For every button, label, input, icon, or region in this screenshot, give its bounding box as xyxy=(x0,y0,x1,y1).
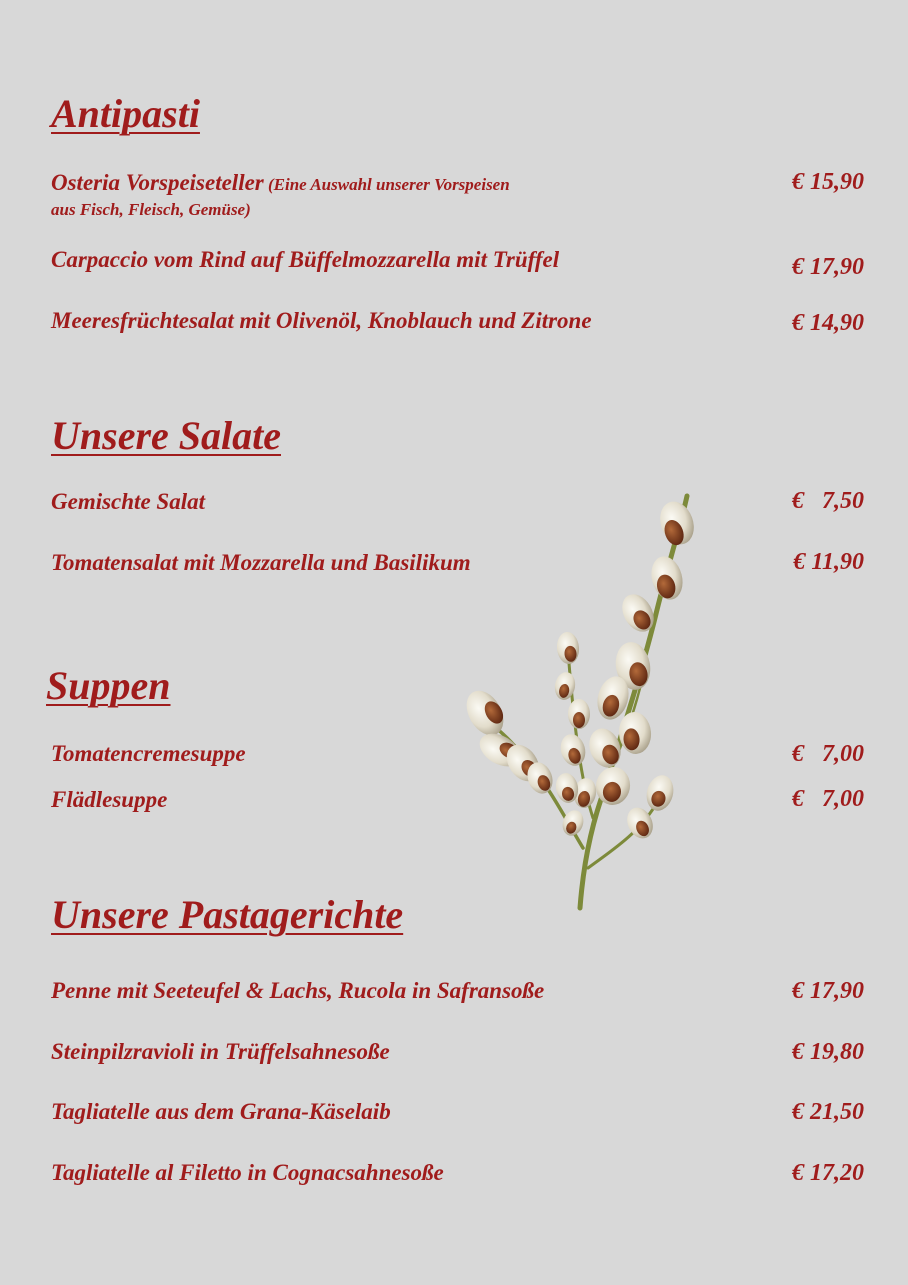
menu-item-price: € 15,90 xyxy=(792,169,864,195)
menu-item-name: Meeresfrüchtesalat mit Olivenöl, Knoblauch und Zitrone xyxy=(51,308,592,333)
menu-item-name: Penne mit Seeteufel & Lachs, Rucola in Safransoße xyxy=(51,978,545,1003)
section-heading-pasta: Unsere Pastagerichte xyxy=(51,892,404,937)
menu-item-price: € 7,00 xyxy=(792,741,864,767)
section-heading-salate: Unsere Salate xyxy=(51,413,281,458)
menu-item-price: € 21,50 xyxy=(792,1099,864,1125)
menu-item-name: Flädlesuppe xyxy=(51,787,168,812)
menu-item-name: Tagliatelle al Filetto in Cognacsahnesoße xyxy=(51,1160,444,1185)
menu-item-price: € 7,50 xyxy=(792,488,864,514)
menu-item-name: Gemischte Salat xyxy=(51,489,205,514)
menu-item-name xyxy=(51,169,510,199)
menu-item-name: Tomatencremesuppe xyxy=(51,741,246,766)
menu-item-price: € 19,80 xyxy=(792,1039,864,1065)
menu-item-title: Osteria Vorspeiseteller xyxy=(51,170,264,195)
menu-item-name: Steinpilzravioli in Trüffelsahnesoße xyxy=(51,1039,390,1064)
menu-item-price: € 7,00 xyxy=(792,786,864,812)
menu-item-price: € 14,90 xyxy=(792,310,864,336)
menu-item-price: € 17,90 xyxy=(792,254,864,280)
section-heading-antipasti: Antipasti xyxy=(51,91,200,136)
menu-item-name: Carpaccio vom Rind auf Büffelmozzarella mit Trüffel xyxy=(51,247,560,272)
pussy-willow-branch-icon xyxy=(455,488,715,918)
section-heading-suppen: Suppen xyxy=(46,663,171,708)
menu-item-price: € 11,90 xyxy=(793,549,864,575)
menu-item-price: € 17,20 xyxy=(792,1160,864,1186)
menu-item-name: Tomatensalat mit Mozzarella und Basilikum xyxy=(51,550,471,575)
menu-item-note: (Eine Auswahl unserer Vorspeisen xyxy=(263,175,510,194)
menu-item-note-continued: aus Fisch, Fleisch, Gemüse) xyxy=(51,200,251,219)
menu-item-price: € 17,90 xyxy=(792,978,864,1004)
menu-item-name: Tagliatelle aus dem Grana-Käselaib xyxy=(51,1099,391,1124)
